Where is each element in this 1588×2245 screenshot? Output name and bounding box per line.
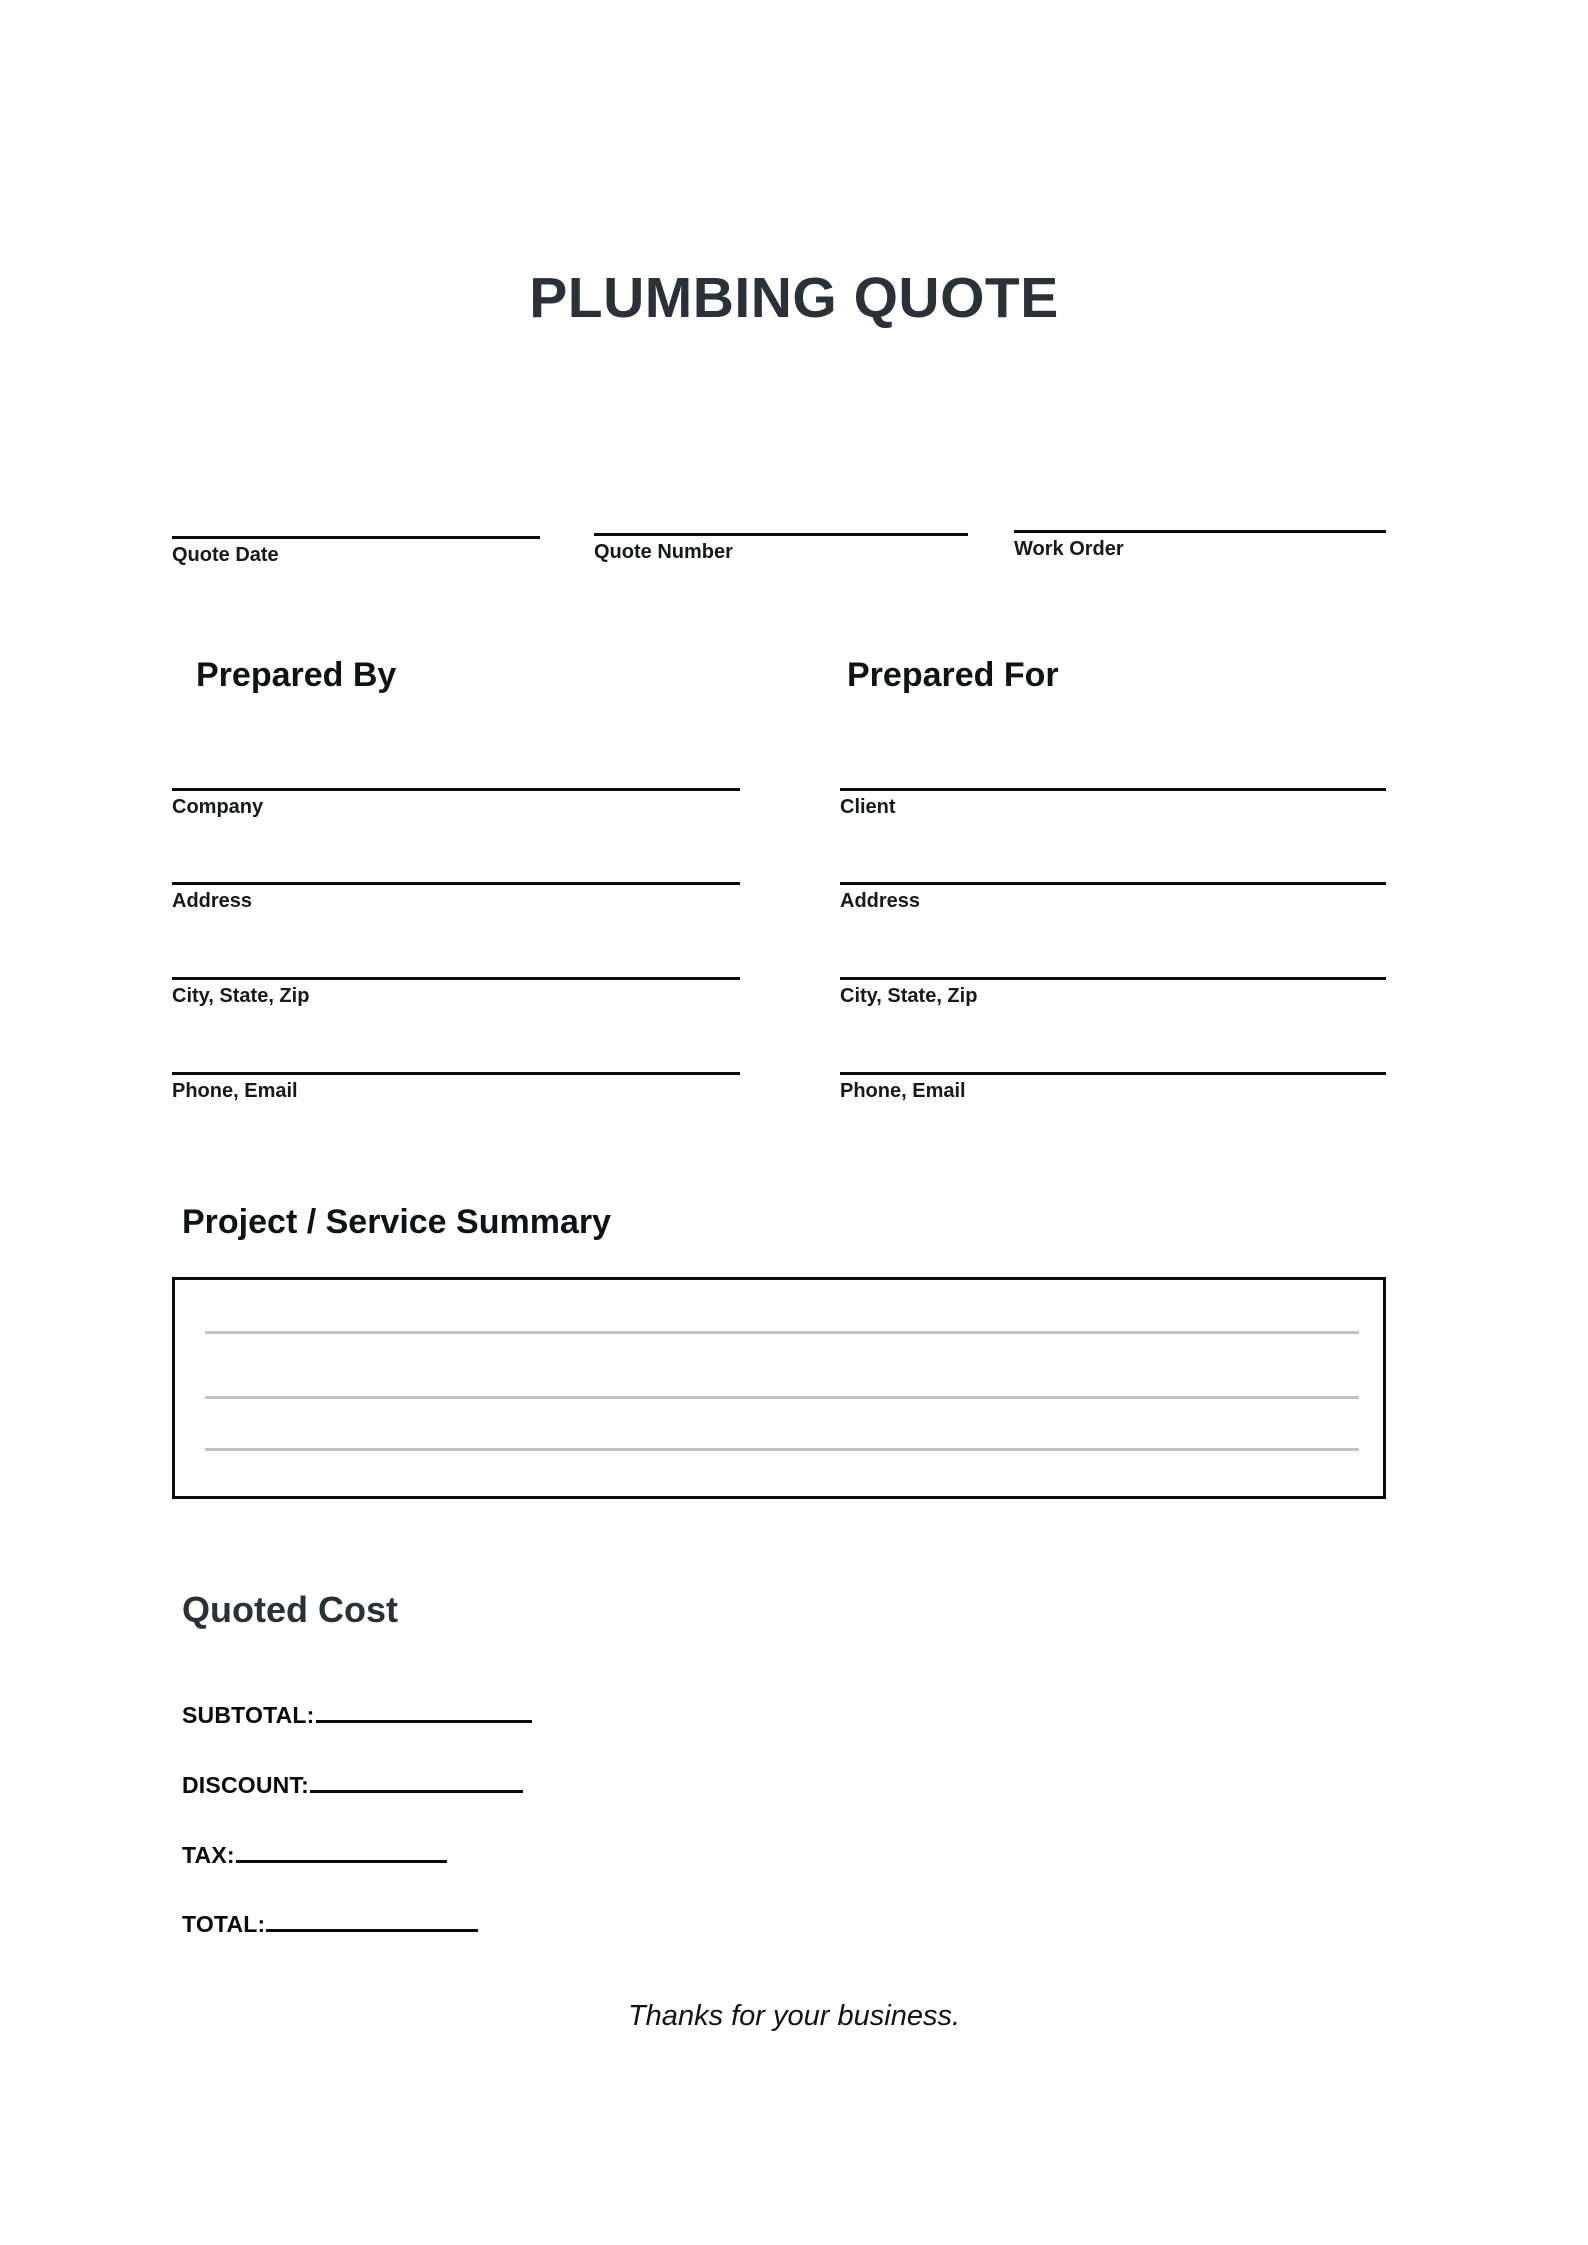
- section-heading-prepared-by: Prepared By: [196, 656, 397, 694]
- cost-blank-discount[interactable]: [310, 1770, 523, 1793]
- section-heading-quoted-cost: Quoted Cost: [182, 1589, 398, 1630]
- cost-row-total[interactable]: [182, 1909, 478, 1937]
- field-prepared-for-address[interactable]: [840, 882, 1386, 913]
- field-rule: [840, 882, 1386, 885]
- field-label-work-order: Work Order: [1014, 538, 1124, 560]
- cost-blank-subtotal[interactable]: [316, 1700, 532, 1723]
- field-prepared-by-phone-email[interactable]: [172, 1072, 740, 1103]
- cost-row-tax[interactable]: [182, 1840, 447, 1868]
- page-title: PLUMBING QUOTE: [529, 266, 1059, 330]
- field-prepared-for-city-state-zip[interactable]: [840, 977, 1386, 1008]
- field-rule: [172, 1072, 740, 1075]
- field-rule: [172, 977, 740, 980]
- field-company[interactable]: [172, 788, 740, 819]
- field-rule: [1014, 530, 1386, 533]
- field-label-company: Company: [172, 796, 264, 818]
- field-work-order[interactable]: [1014, 530, 1386, 561]
- cost-label-total: TOTAL:: [182, 1911, 266, 1937]
- field-label-prepared-for-address: Address: [840, 890, 921, 912]
- field-rule: [840, 977, 1386, 980]
- summary-ruled-line: [205, 1396, 1359, 1399]
- cost-blank-total[interactable]: [266, 1909, 478, 1932]
- field-rule: [172, 788, 740, 791]
- cost-row-discount[interactable]: [182, 1770, 523, 1798]
- cost-label-subtotal: SUBTOTAL:: [182, 1702, 315, 1728]
- section-heading-prepared-for: Prepared For: [847, 656, 1059, 694]
- field-quote-date[interactable]: [172, 536, 540, 567]
- field-prepared-for-phone-email[interactable]: [840, 1072, 1386, 1103]
- field-prepared-by-city-state-zip[interactable]: [172, 977, 740, 1008]
- cost-blank-tax[interactable]: [236, 1840, 447, 1863]
- summary-ruled-line: [205, 1448, 1359, 1451]
- field-rule: [840, 1072, 1386, 1075]
- field-label-prepared-for-city-state-zip: City, State, Zip: [840, 985, 978, 1007]
- field-label-client: Client: [840, 796, 896, 818]
- footer-thank-you-note: Thanks for your business.: [627, 2000, 961, 2032]
- field-rule: [172, 882, 740, 885]
- field-quote-number[interactable]: [594, 533, 968, 564]
- field-label-quote-number: Quote Number: [594, 541, 733, 563]
- field-label-prepared-by-phone-email: Phone, Email: [172, 1080, 298, 1102]
- section-heading-project-service-summary: Project / Service Summary: [182, 1203, 612, 1241]
- cost-label-discount: DISCOUNT:: [182, 1772, 310, 1798]
- project-service-summary-box[interactable]: [172, 1277, 1386, 1499]
- field-label-prepared-by-address: Address: [172, 890, 253, 912]
- field-label-prepared-by-city-state-zip: City, State, Zip: [172, 985, 310, 1007]
- field-label-quote-date: Quote Date: [172, 544, 279, 566]
- cost-row-subtotal[interactable]: [182, 1700, 532, 1728]
- cost-label-tax: TAX:: [182, 1842, 235, 1868]
- summary-ruled-line: [205, 1331, 1359, 1334]
- field-client[interactable]: [840, 788, 1386, 819]
- field-prepared-by-address[interactable]: [172, 882, 740, 913]
- field-rule: [594, 533, 968, 536]
- field-rule: [172, 536, 540, 539]
- field-label-prepared-for-phone-email: Phone, Email: [840, 1080, 966, 1102]
- field-rule: [840, 788, 1386, 791]
